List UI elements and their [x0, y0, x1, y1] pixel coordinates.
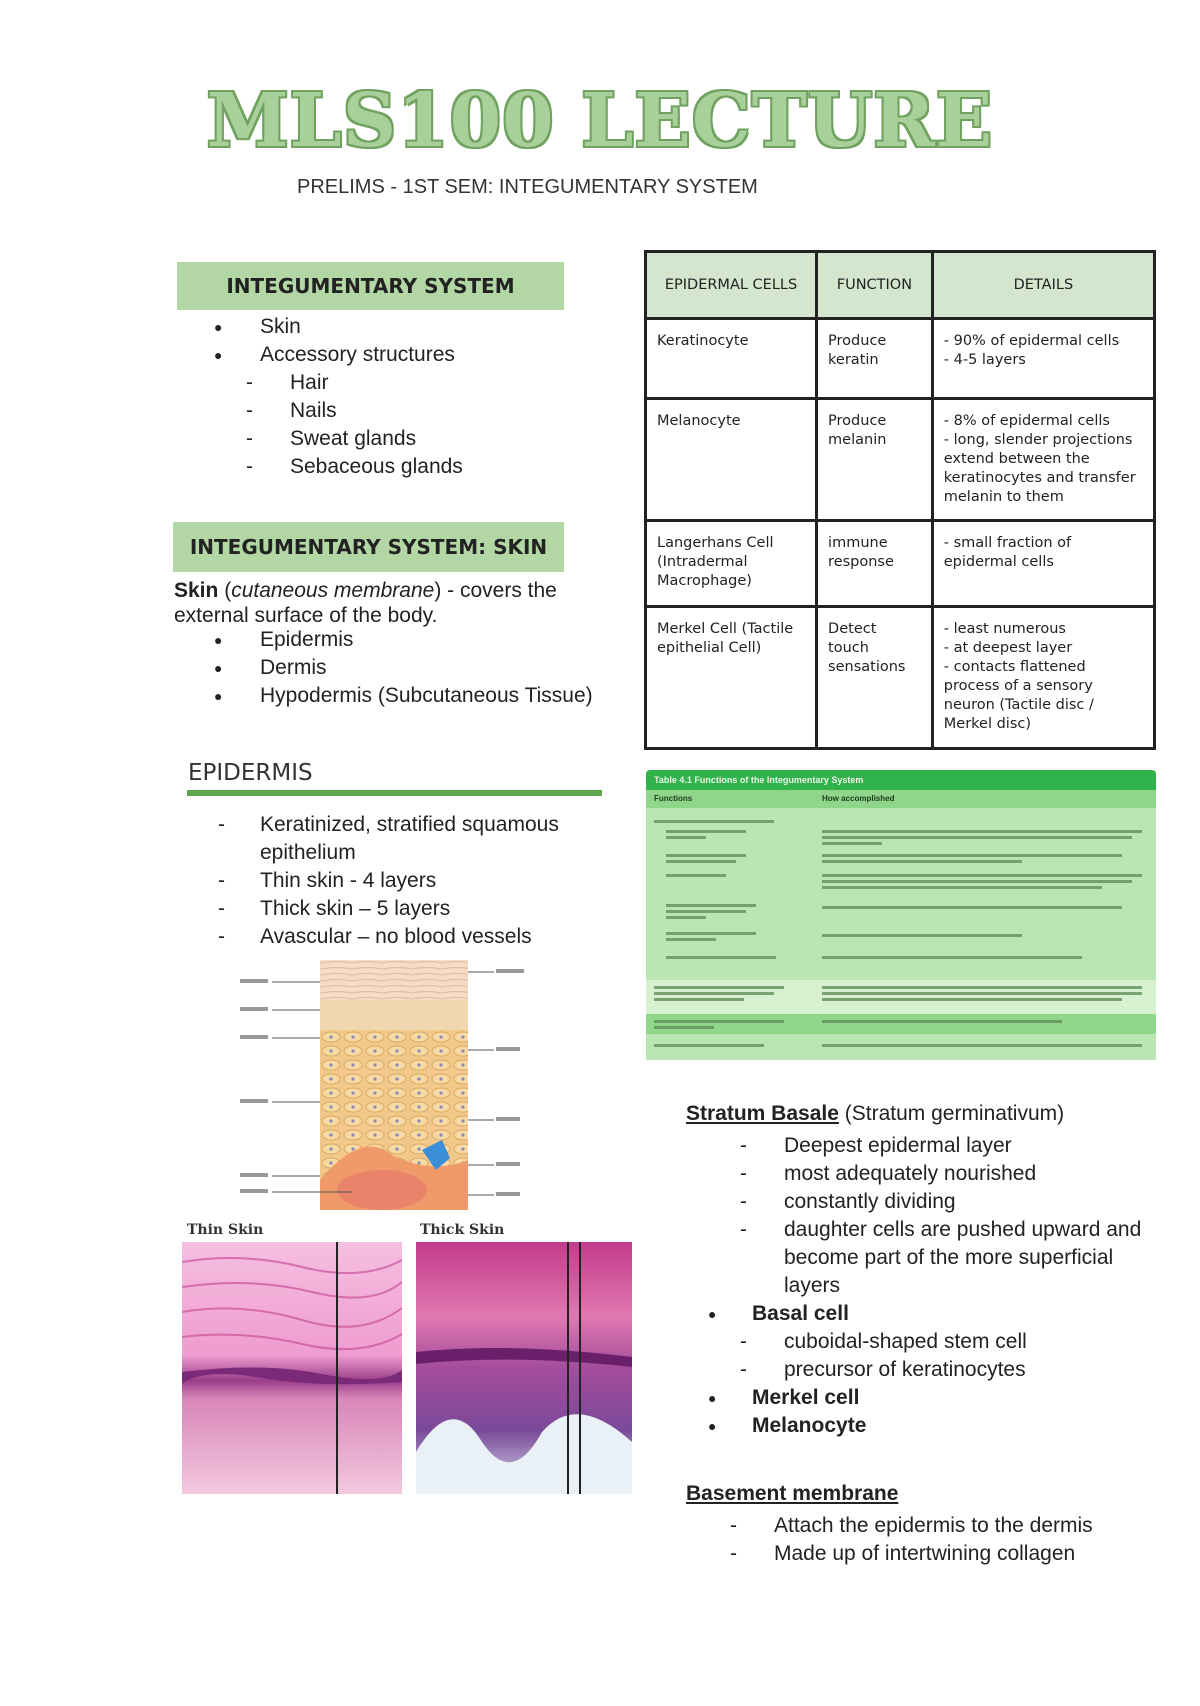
skin-header: INTEGUMENTARY SYSTEM: SKIN [173, 522, 564, 572]
cell-function: Produce melanin [817, 399, 933, 521]
epidermis-list [174, 811, 614, 951]
page-title: MLS100 LECTURE [206, 78, 994, 164]
integumentary-list [174, 313, 594, 481]
list-item: - Nails [174, 397, 594, 425]
functions-table-body [646, 808, 1156, 1060]
detail-line: - 90% of epidermal cells [943, 333, 1120, 349]
cell-name: Langerhans Cell (Intradermal Macrophage) [646, 521, 817, 607]
stratum-basale-title: Stratum Basale [686, 1102, 839, 1125]
list-item: - Deepest epidermal layer [640, 1132, 1160, 1160]
functions-col1: Functions [654, 794, 693, 803]
thin-skin-label: Thin Skin [187, 1222, 264, 1238]
skin-layers-list [174, 626, 594, 710]
skin-definition-text: ) - covers the external surface of the body. [174, 579, 557, 627]
list-item: ● Epidermis [174, 626, 594, 654]
detail-line: - long, slender projections extend between the keratinocytes and transfer melanin to them [943, 432, 1136, 505]
cell-details [932, 319, 1154, 399]
column-header-details: DETAILS [932, 252, 1154, 319]
detail-line: - contacts flattened process of a sensory neuron (Tactile disc / Merkel disc) [943, 659, 1094, 732]
table-row [646, 399, 1155, 521]
cell-name: Merkel Cell (Tactile epithelial Cell) [646, 607, 817, 749]
cell-function: immune response [817, 521, 933, 607]
list-item: ● Merkel cell [640, 1384, 1160, 1412]
list-item: ● Melanocyte [640, 1412, 1160, 1440]
column-header-cells: EPIDERMAL CELLS [646, 252, 817, 319]
list-item: - Attach the epidermis to the dermis [640, 1512, 1160, 1540]
list-item: - cuboidal-shaped stem cell [640, 1328, 1160, 1356]
skin-paren-open: ( [218, 579, 232, 602]
epidermal-cells-table [644, 250, 1156, 750]
list-item: - constantly dividing [640, 1188, 1160, 1216]
table-header-row [646, 252, 1155, 319]
skin-term: Skin [174, 579, 219, 602]
list-item: - Thick skin – 5 layers [174, 895, 614, 923]
detail-line: - 8% of epidermal cells [943, 413, 1110, 429]
list-item: - Made up of intertwining collagen [640, 1540, 1160, 1568]
list-item: - Sweat glands [174, 425, 594, 453]
list-item: - daughter cells are pushed upward and become part of the more superficial layers [640, 1216, 1160, 1300]
basement-membrane-heading: Basement membrane [686, 1482, 899, 1505]
stratum-basale-heading [686, 1102, 1064, 1126]
cell-details [932, 607, 1154, 749]
basement-membrane-list [640, 1512, 1160, 1568]
skin-term-alt: cutaneous membrane [231, 579, 435, 602]
cell-function: Produce keratin [817, 319, 933, 399]
list-item: ● Accessory structures [174, 341, 594, 369]
list-item: - precursor of keratinocytes [640, 1356, 1160, 1384]
integumentary-header: INTEGUMENTARY SYSTEM [177, 262, 564, 310]
table-row [646, 319, 1155, 399]
list-item: - Sebaceous glands [174, 453, 594, 481]
table-row [646, 521, 1155, 607]
list-item: ● Dermis [174, 654, 594, 682]
list-item: - Hair [174, 369, 594, 397]
list-item: ● Skin [174, 313, 594, 341]
detail-line: - at deepest layer [943, 640, 1073, 656]
section-divider [187, 790, 602, 796]
list-item: - Avascular – no blood vessels [174, 923, 614, 951]
page-subtitle: PRELIMS - 1ST SEM: INTEGUMENTARY SYSTEM [297, 176, 758, 198]
detail-line: - least numerous [943, 621, 1066, 637]
cell-name: Melanocyte [646, 399, 817, 521]
functions-col2: How accomplished [822, 794, 895, 803]
cell-details [932, 399, 1154, 521]
detail-line: - 4-5 layers [943, 352, 1026, 368]
cell-details [932, 521, 1154, 607]
detail-line: - small fraction of epidermal cells [943, 535, 1072, 570]
micrograph-images [182, 1242, 632, 1494]
cell-name: Keratinocyte [646, 319, 817, 399]
functions-table-caption: Table 4.1 Functions of the Integumentary System [646, 770, 1156, 790]
stratum-basale-alt: (Stratum germinativum) [838, 1102, 1065, 1125]
cell-function: Detect touch sensations [817, 607, 933, 749]
skin-definition [174, 578, 594, 628]
thick-skin-label: Thick Skin [420, 1222, 505, 1238]
stratum-basale-list [640, 1132, 1160, 1440]
functions-table-image [646, 770, 1156, 1060]
epidermis-header: EPIDERMIS [188, 760, 313, 786]
list-item: - most adequately nourished [640, 1160, 1160, 1188]
column-header-function: FUNCTION [817, 252, 933, 319]
list-item: ● Basal cell [640, 1300, 1160, 1328]
list-item: ● Hypodermis (Subcutaneous Tissue) [174, 682, 594, 710]
functions-table-header [646, 790, 1156, 808]
list-item: - Keratinized, stratified squamous epithelium [174, 811, 614, 867]
epidermis-diagram [232, 960, 532, 1210]
list-item: - Thin skin - 4 layers [174, 867, 614, 895]
skin-micrographs [182, 1222, 632, 1494]
table-row [646, 607, 1155, 749]
